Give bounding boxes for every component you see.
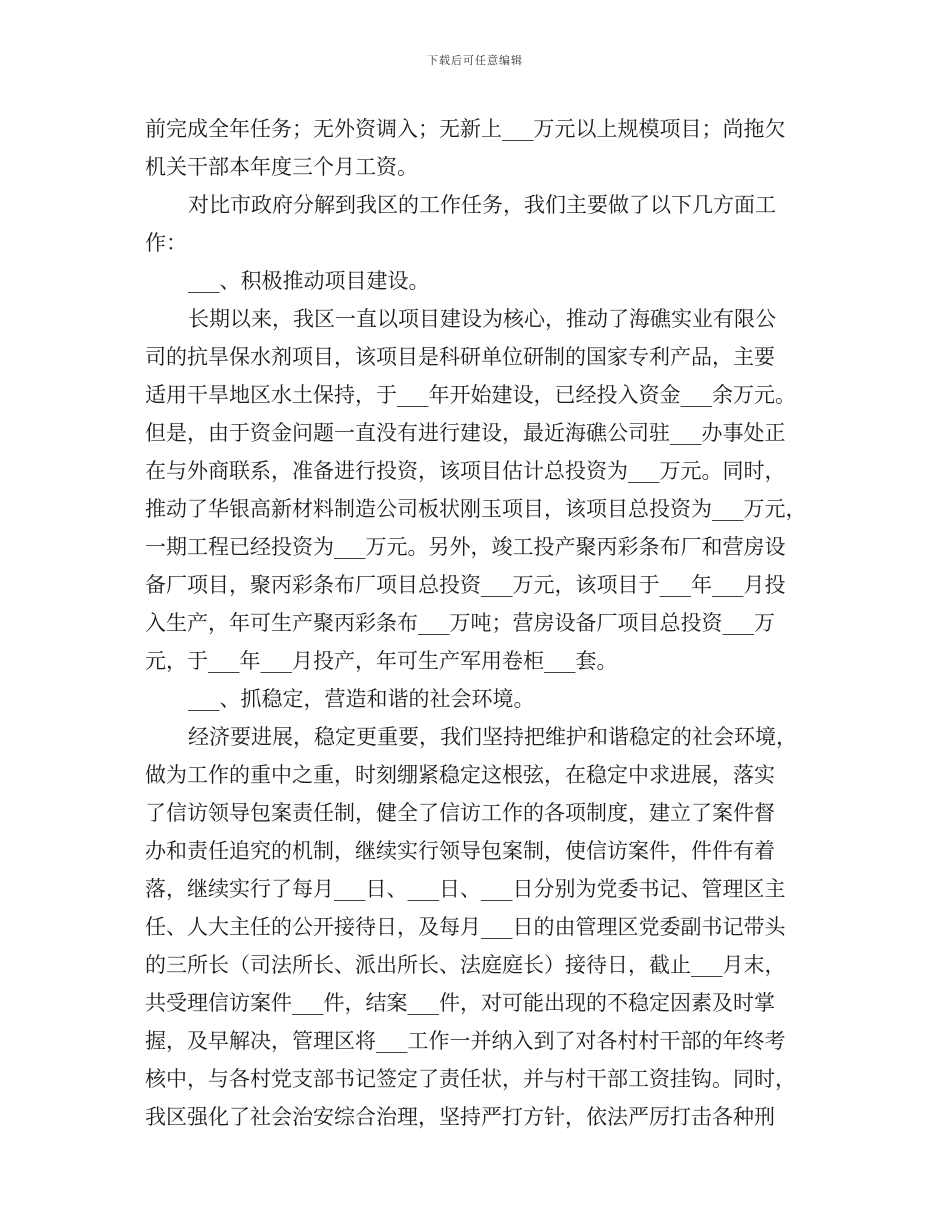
text-line: 做为工作的重中之重，时刻绷紧稳定这根弦，在稳定中求进展，落实 [145, 763, 775, 787]
paragraph-start: 长期以来，我区一直以项目建设为核心，推动了海礁实业有限公 [188, 307, 776, 331]
text-line: 办和责任追究的机制，继续实行领导包案制，使信访案件，件件有着 [145, 839, 775, 863]
text-line: 在与外商联系，准备进行投资，该项目估计总投资为___万元。同时， [145, 459, 786, 483]
text-line: 任、人大主任的公开接待日，及每月___日的由管理区党委副书记带头 [145, 915, 786, 939]
text-line: 我区强化了社会治安综合治理，坚持严打方针，依法严厉打击各种刑 [145, 1105, 775, 1129]
document-body [145, 110, 810, 1136]
text-line: 一期工程已经投资为___万元。另外，竣工投产聚丙彩条布厂和营房设 [145, 535, 786, 559]
text-line: 握，及早解决，管理区将___工作一并纳入到了对各村村干部的年终考 [145, 1029, 786, 1053]
paragraph-start: 经济要进展，稳定更重要，我们坚持把维护和谐稳定的社会环境， [188, 725, 797, 749]
text-line: 核中，与各村党支部书记签定了责任状，并与村干部工资挂钩。同时， [145, 1067, 796, 1091]
page-header: 下载后可任意编辑 [427, 54, 523, 67]
text-line: 共受理信访案件___件，结案___件，对可能出现的不稳定因素及时掌 [145, 991, 775, 1015]
text-line: 适用干旱地区水土保持，于___年开始建设，已经投入资金___余万元。 [145, 383, 796, 407]
section-heading: ___、积极推动项目建设。 [188, 269, 430, 293]
text-line: 作： [145, 231, 187, 255]
text-line: 了信访领导包案责任制，健全了信访工作的各项制度，建立了案件督 [145, 801, 775, 825]
text-line: 推动了华银高新材料制造公司板状刚玉项目，该项目总投资为___万元， [145, 497, 807, 521]
text-line: 的三所长（司法所长、派出所长、法庭庭长）接待日，截止___月末， [145, 953, 786, 977]
text-line: 落，继续实行了每月___日、___日、___日分别为党委书记、管理区主 [145, 877, 786, 901]
text-line: 机关干部本年度三个月工资。 [145, 155, 418, 179]
text-line: 但是，由于资金问题一直没有进行建设，最近海礁公司驻___办事处正 [145, 421, 786, 445]
text-line: 备厂项目，聚丙彩条布厂项目总投资___万元，该项目于___年___月投 [145, 573, 786, 597]
paragraph-start: 对比市政府分解到我区的工作任务，我们主要做了以下几方面工 [188, 193, 776, 217]
text-line: 入生产，年可生产聚丙彩条布___万吨；营房设备厂项目总投资___万 [145, 611, 775, 635]
text-line: 前完成全年任务；无外资调入；无新上___万元以上规模项目；尚拖欠 [145, 117, 786, 141]
text-line: 司的抗旱保水剂项目，该项目是科研单位研制的国家专利产品，主要 [145, 345, 775, 369]
text-line: 元，于___年___月投产，年可生产军用卷柜___套。 [145, 649, 618, 673]
section-heading: ___、抓稳定，营造和谐的社会环境。 [188, 687, 535, 711]
